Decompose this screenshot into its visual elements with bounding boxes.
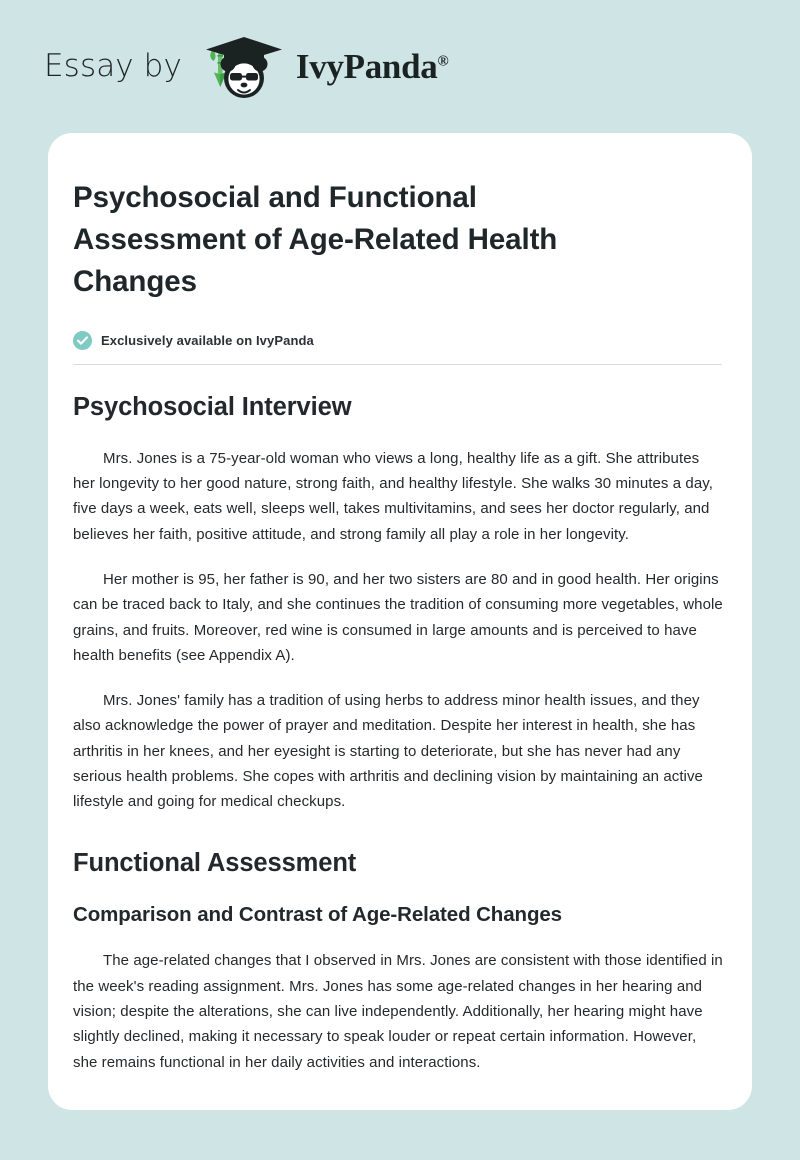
brand-name-text: IvyPanda — [295, 47, 438, 86]
exclusive-badge-label: Exclusively available on IvyPanda — [101, 332, 314, 348]
ivypanda-logo[interactable] — [198, 34, 448, 100]
title-divider — [73, 364, 722, 365]
check-circle-icon — [73, 331, 92, 350]
subsection-heading-comparison-and-contrast: Comparison and Contrast of Age-Related Changes — [73, 902, 562, 926]
registered-trademark-icon: ® — [437, 53, 449, 70]
page-title: Psychosocial and Functional Assessment of Age-Related Health Changes — [73, 181, 558, 298]
essay-by-label: Essay by — [44, 48, 182, 84]
paragraph: The age-related changes that I observed in Mrs. Jones are consistent with those identified in the week's reading assignment. Mrs. Jones has some age-related changes in her hearing and vision; despite the alterations, she can live independently. Additionally, her hearing might have slightly declined, making it necessary to speak louder or repeat certain information. However, she remains functional in her daily activities and interactions. — [73, 952, 723, 1071]
exclusive-availability-badge — [73, 331, 723, 350]
site-header — [0, 0, 800, 133]
essay-paper-card — [48, 133, 752, 1110]
panda-graduate-icon — [198, 34, 290, 100]
paragraph: Mrs. Jones' family has a tradition of using herbs to address minor health issues, and they also acknowledge the power of prayer and meditation. Despite her interest in health, she has arthritis in her knees, and her eyesight is starting to deteriorate, but she has never had any serious health problems. She copes with arthritis and declining vision by maintaining an active lifestyle and going for medical checkups. — [73, 692, 703, 811]
paragraph: Her mother is 95, her father is 90, and her two sisters are 80 and in good health. Her origins can be traced back to Italy, and she continues the tradition of consuming more vegetables, whole grains, and fruits. Moreover, red wine is consumed in large amounts and is perceived to have health benefits (see Appendix A). — [73, 570, 723, 664]
brand-wordmark — [296, 49, 448, 84]
section-heading-functional-assessment: Functional Assessment — [73, 848, 357, 877]
paragraph: Mrs. Jones is a 75-year-old woman who views a long, healthy life as a gift. She attributes her longevity to her good nature, strong faith, and healthy lifestyle. She walks 30 minutes a day, five days a week, eats well, sleeps well, takes multivitamins, and sees her doctor regularly, and believes her faith, positive attitude, and strong family all play a role in her longevity. — [73, 449, 713, 543]
section-heading-psychosocial-interview: Psychosocial Interview — [73, 392, 352, 421]
